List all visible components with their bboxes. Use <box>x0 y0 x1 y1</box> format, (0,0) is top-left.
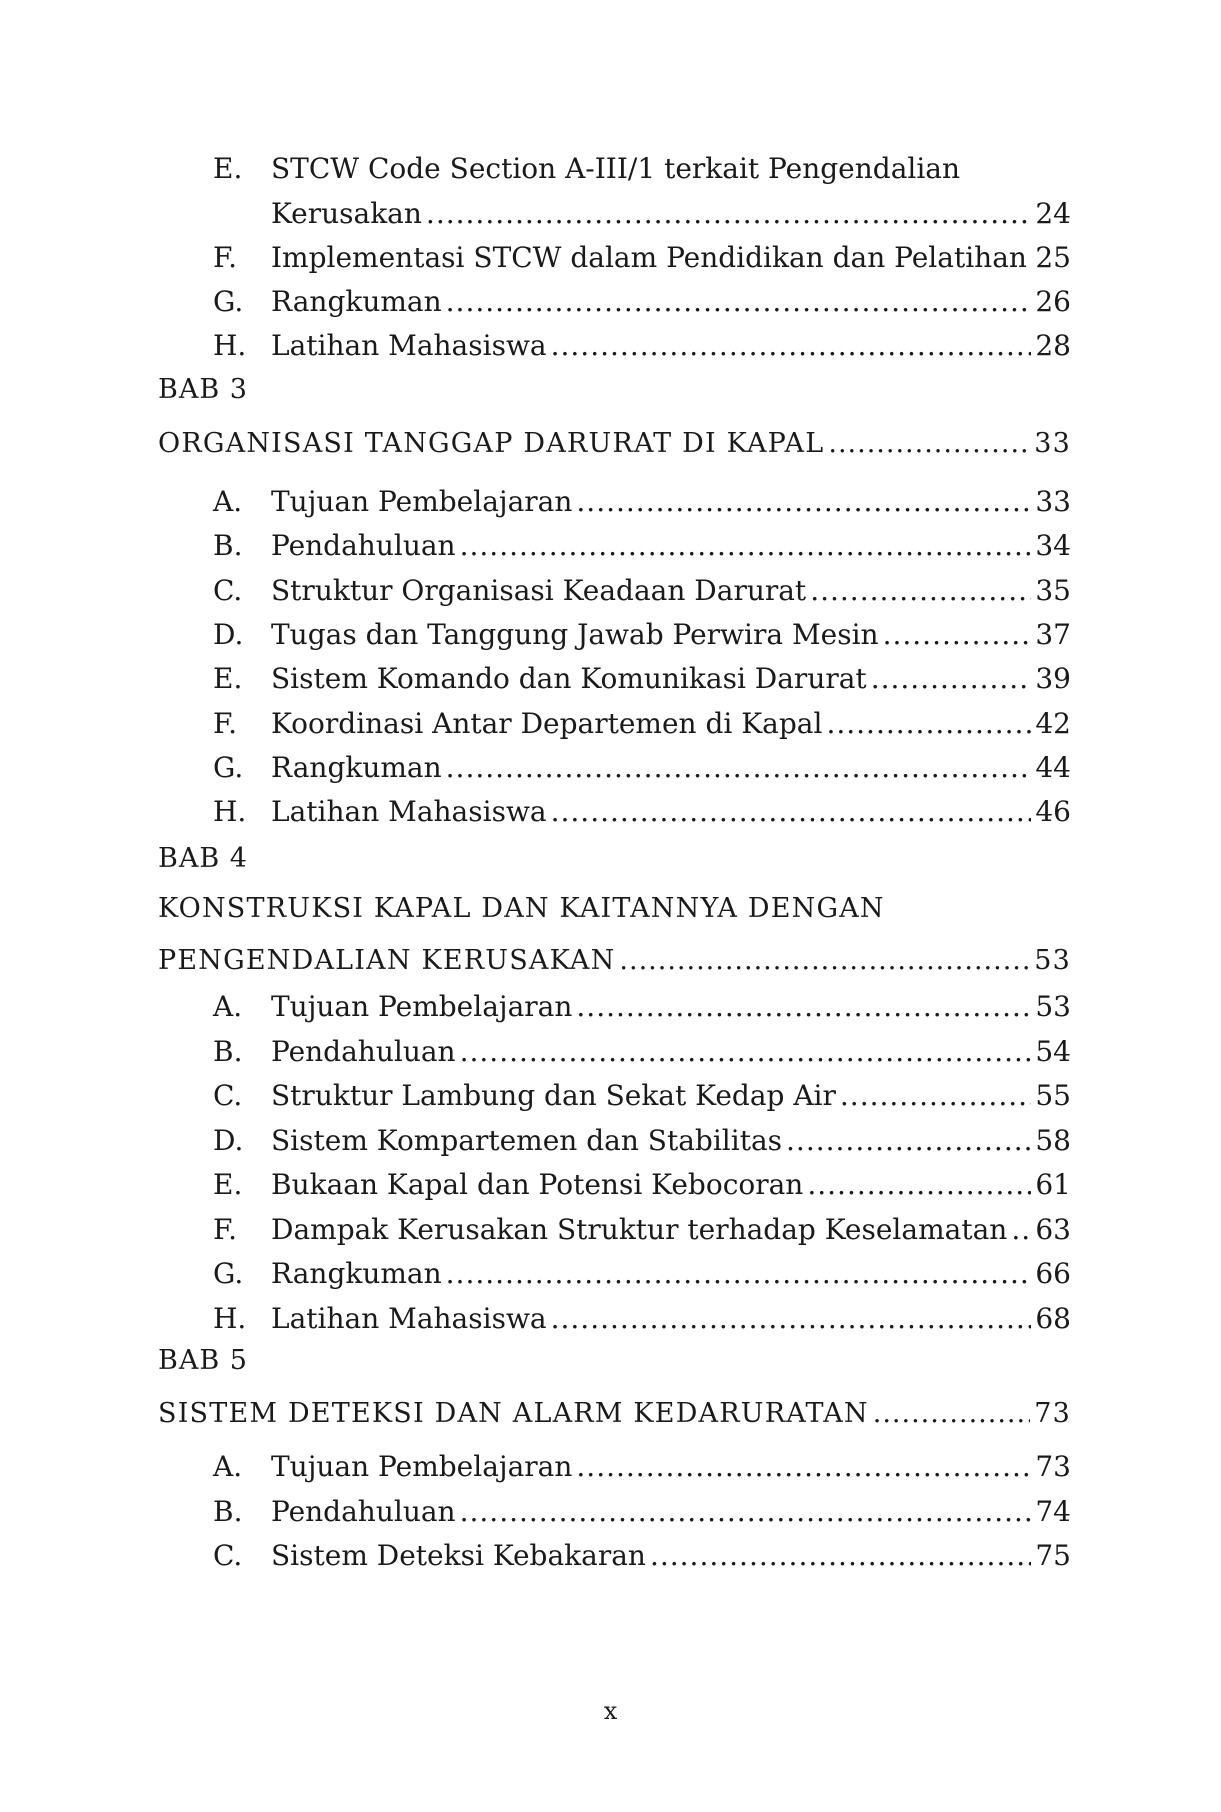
toc-item[interactable] <box>158 1124 1071 1158</box>
toc-item-title: Rangkuman <box>271 750 442 784</box>
leader-dots <box>551 1302 1032 1336</box>
toc-item-page: 73 <box>1035 1450 1071 1483</box>
chapter-page: 73 <box>1034 1398 1071 1429</box>
leader-dots <box>840 1079 1031 1113</box>
toc-item-page: 55 <box>1035 1079 1071 1112</box>
toc-item-letter: D. <box>213 617 244 651</box>
chapter-title: PENGENDALIAN KERUSAKAN <box>158 945 616 976</box>
toc-item[interactable] <box>158 1079 1071 1113</box>
chapter-label: BAB 5 <box>158 1345 248 1376</box>
toc-item-letter: B. <box>213 529 243 563</box>
toc-item-letter: A. <box>213 485 243 518</box>
toc-item[interactable] <box>158 1035 1071 1069</box>
chapter-title: SISTEM DETEKSI DAN ALARM KEDARURATAN <box>158 1398 869 1429</box>
toc-item[interactable] <box>158 1495 1071 1529</box>
toc-item-letter: E. <box>213 662 243 696</box>
toc-item-letter: C. <box>213 1539 243 1572</box>
toc-item-title: Sistem Komando dan Komunikasi Darurat <box>271 662 867 696</box>
toc-item[interactable] <box>158 241 1071 275</box>
toc-item-letter: F. <box>213 241 237 274</box>
toc-item-letter: G. <box>213 750 244 784</box>
leader-dots <box>576 1450 1031 1484</box>
toc-item-letter: D. <box>213 1123 244 1157</box>
leader-dots <box>551 795 1032 829</box>
toc-item[interactable] <box>158 1539 1071 1573</box>
toc-item-page: 66 <box>1035 1257 1071 1290</box>
toc-item-page: 68 <box>1035 1301 1071 1335</box>
toc-item[interactable] <box>158 662 1071 696</box>
toc-item-title: Latihan Mahasiswa <box>271 329 547 362</box>
toc-item[interactable] <box>158 1450 1071 1484</box>
leader-dots <box>873 1398 1030 1429</box>
toc-item[interactable] <box>158 329 1071 363</box>
toc-item-title: Dampak Kerusakan Struktur terhadap Keselamatan <box>271 1212 1008 1246</box>
chapter-heading[interactable] <box>158 1398 1071 1429</box>
toc-item[interactable] <box>158 285 1071 319</box>
leader-dots <box>446 751 1032 785</box>
toc-item-title: Sistem Kompartemen dan Stabilitas <box>271 1123 783 1157</box>
toc-item-letter: B. <box>213 1034 243 1068</box>
toc-item-title: Rangkuman <box>271 1257 442 1290</box>
leader-dots <box>576 485 1031 519</box>
toc-item-page: 58 <box>1035 1123 1071 1157</box>
toc-item[interactable] <box>158 795 1071 829</box>
toc-item-title: Latihan Mahasiswa <box>271 1301 547 1335</box>
toc-item-page: 24 <box>1035 197 1071 230</box>
toc-item-page: 37 <box>1035 617 1071 651</box>
leader-dots <box>619 945 1030 976</box>
leader-dots <box>1011 1213 1031 1247</box>
leader-dots <box>871 662 1032 696</box>
toc-item-letter: F. <box>213 1212 237 1246</box>
toc-item-letter: F. <box>213 706 237 740</box>
toc-item-letter: B. <box>213 1494 243 1528</box>
toc-item[interactable] <box>158 1257 1071 1291</box>
toc-item[interactable] <box>158 751 1071 785</box>
toc-item-title: Rangkuman <box>271 285 442 318</box>
toc-item-title: Implementasi STCW dalam Pendidikan dan Pelatihan <box>271 241 1027 274</box>
toc-item-letter: E. <box>213 1168 243 1201</box>
leader-dots <box>828 428 1030 459</box>
toc-item-title: Koordinasi Antar Departemen di Kapal <box>271 706 823 740</box>
toc-item-letter: A. <box>213 1450 243 1483</box>
toc-item-page: 44 <box>1035 750 1071 784</box>
toc-item[interactable] <box>158 990 1071 1024</box>
toc-item-title: Pendahuluan <box>271 529 456 563</box>
toc-item-page: 39 <box>1035 662 1071 696</box>
toc-item-letter: G. <box>213 1257 244 1290</box>
toc-item-page: 46 <box>1035 795 1071 829</box>
toc-item-letter: E. <box>213 152 243 185</box>
toc-item-letter: H. <box>213 795 247 829</box>
toc-item-page: 42 <box>1035 706 1071 740</box>
toc-item[interactable] <box>158 1213 1071 1247</box>
toc-item-page: 26 <box>1035 285 1071 318</box>
page-number: x <box>603 1697 618 1725</box>
toc-item-title: Pendahuluan <box>271 1034 456 1068</box>
toc-item-page: 33 <box>1035 485 1071 518</box>
toc-item-title: STCW Code Section A-III/1 terkait Pengendalian <box>271 152 961 185</box>
toc-item-page: 54 <box>1035 1034 1071 1068</box>
leader-dots <box>883 618 1032 652</box>
toc-item-continuation[interactable] <box>158 197 1071 231</box>
leader-dots <box>460 529 1032 563</box>
toc-item[interactable] <box>158 529 1071 563</box>
toc-item-title: Kerusakan <box>271 197 422 230</box>
toc-item-letter: C. <box>213 1079 243 1112</box>
toc-item-title: Sistem Deteksi Kebakaran <box>271 1539 646 1572</box>
toc-item-page: 28 <box>1035 329 1071 362</box>
toc-item[interactable] <box>158 1302 1071 1336</box>
toc-item-title: Latihan Mahasiswa <box>271 795 547 829</box>
chapter-page: 33 <box>1034 428 1071 459</box>
toc-item-page: 25 <box>1035 241 1071 274</box>
toc-item-title: Tujuan Pembelajaran <box>271 1450 573 1483</box>
toc-item-letter: H. <box>213 329 247 362</box>
toc-item-letter: G. <box>213 285 244 318</box>
toc-item-title: Tugas dan Tanggung Jawab Perwira Mesin <box>271 617 879 651</box>
chapter-title: KONSTRUKSI KAPAL DAN KAITANNYA DENGAN <box>158 893 885 924</box>
toc-item-title: Struktur Lambung dan Sekat Kedap Air <box>271 1079 836 1112</box>
table-of-contents <box>158 0 1071 1812</box>
leader-dots <box>551 329 1032 363</box>
leader-dots <box>446 285 1032 319</box>
toc-item-title: Tujuan Pembelajaran <box>271 990 573 1023</box>
toc-item-letter: H. <box>213 1301 247 1335</box>
toc-item-title: Pendahuluan <box>271 1494 456 1528</box>
chapter-heading[interactable] <box>158 428 1071 459</box>
leader-dots <box>810 574 1031 608</box>
toc-item-letter: A. <box>213 990 243 1023</box>
leader-dots <box>807 1168 1031 1202</box>
chapter-title: ORGANISASI TANGGAP DARURAT DI KAPAL <box>158 428 825 459</box>
toc-item-title: Struktur Organisasi Keadaan Darurat <box>271 573 807 607</box>
leader-dots <box>576 990 1031 1024</box>
toc-item-page: 74 <box>1035 1494 1071 1528</box>
toc-item-page: 34 <box>1035 529 1071 563</box>
toc-item-title: Tujuan Pembelajaran <box>271 485 573 518</box>
toc-item-page: 75 <box>1035 1539 1071 1572</box>
toc-item[interactable] <box>158 574 1071 608</box>
leader-dots <box>460 1495 1032 1529</box>
toc-item[interactable] <box>158 1168 1071 1202</box>
chapter-label: BAB 3 <box>158 374 248 405</box>
leader-dots <box>446 1257 1032 1291</box>
chapter-label: BAB 4 <box>158 843 248 874</box>
toc-item-page: 63 <box>1035 1212 1071 1246</box>
toc-item[interactable] <box>158 707 1071 741</box>
toc-item[interactable] <box>158 485 1071 519</box>
toc-item[interactable] <box>158 152 1071 186</box>
leader-dots <box>826 707 1031 741</box>
chapter-heading[interactable] <box>158 893 1071 924</box>
toc-item-page: 61 <box>1035 1168 1071 1201</box>
leader-dots <box>650 1539 1031 1573</box>
toc-item-page: 35 <box>1035 573 1071 607</box>
leader-dots <box>786 1124 1031 1158</box>
toc-item-letter: C. <box>213 573 243 607</box>
leader-dots <box>460 1035 1032 1069</box>
toc-item-title: Bukaan Kapal dan Potensi Kebocoran <box>271 1168 804 1201</box>
toc-item[interactable] <box>158 618 1071 652</box>
leader-dots <box>426 197 1031 231</box>
chapter-heading-continuation[interactable] <box>158 945 1071 976</box>
toc-item-page: 53 <box>1035 990 1071 1023</box>
chapter-page: 53 <box>1034 945 1071 976</box>
